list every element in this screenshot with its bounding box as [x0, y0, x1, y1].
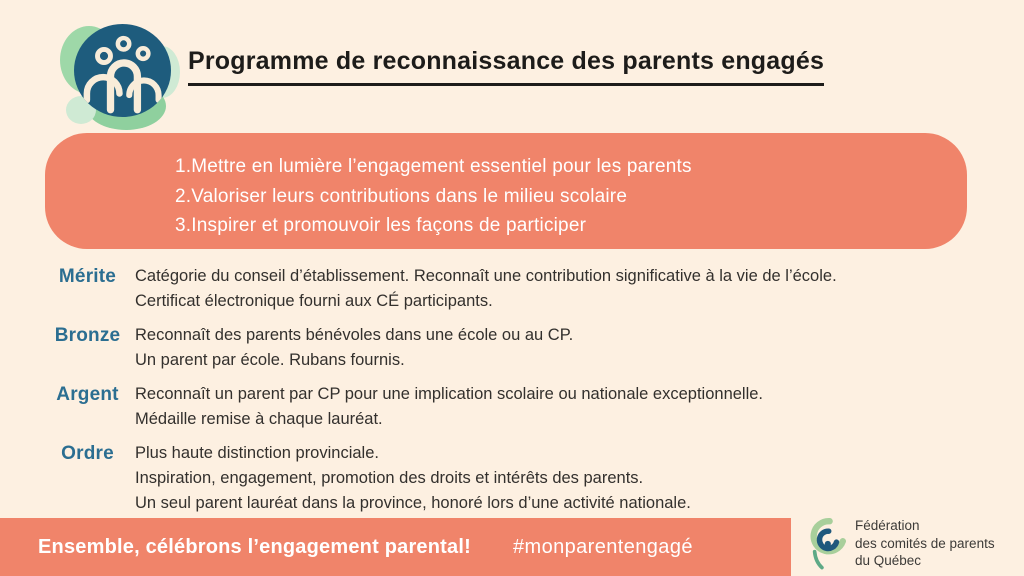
category-description-line: Catégorie du conseil d’établissement. Reconnaît une contribution significative à la vie de l’école.	[135, 267, 837, 285]
category-row-argent	[40, 382, 1000, 432]
page-title: Programme de reconnaissance des parents engagés	[188, 47, 824, 86]
brand-logo	[58, 4, 180, 132]
header	[188, 47, 824, 86]
fcpq-name-line: des comités de parents	[855, 535, 995, 551]
category-label: Argent	[56, 384, 119, 405]
category-row-merite	[40, 264, 1000, 314]
category-description-line: Reconnaît des parents bénévoles dans une école ou au CP.	[135, 326, 574, 344]
category-description-line: Plus haute distinction provinciale.	[135, 444, 379, 462]
objective-item: Mettre en lumière l’engagement essentiel pour les parents	[191, 156, 692, 177]
category-description-line: Inspiration, engagement, promotion des droits et intérêts des parents.	[135, 469, 644, 487]
categories-section	[40, 264, 1000, 525]
category-description-line: Un seul parent lauréat dans la province, honoré lors d’une activité nationale.	[135, 494, 691, 512]
category-label: Bronze	[54, 325, 121, 346]
objectives-box	[45, 133, 967, 249]
category-description	[135, 441, 691, 516]
family-people-icon	[74, 24, 171, 117]
category-description	[135, 264, 837, 314]
category-description-line: Certificat électronique fourni aux CÉ participants.	[135, 292, 493, 310]
category-description-line: Reconnaît un parent par CP pour une implication scolaire ou nationale exceptionnelle.	[135, 385, 764, 403]
category-description-line: Un parent par école. Rubans fournis.	[135, 351, 405, 369]
footer-hashtag: #monparentengagé	[512, 535, 693, 558]
objective-item: Inspirer et promouvoir les façons de participer	[191, 215, 587, 236]
fcpq-logo	[806, 517, 995, 570]
category-label: Mérite	[58, 266, 117, 287]
category-description-line: Médaille remise à chaque lauréat.	[135, 410, 383, 428]
category-description	[135, 382, 763, 432]
fcpq-spiral-icon	[806, 517, 846, 570]
category-description	[135, 323, 573, 373]
category-row-bronze	[40, 323, 1000, 373]
category-label: Ordre	[61, 443, 114, 464]
footer-banner	[0, 518, 791, 576]
fcpq-name-line: du Québec	[855, 553, 922, 569]
footer-slogan: Ensemble, célébrons l’engagement parental!	[38, 535, 471, 558]
objective-item: Valoriser leurs contributions dans le milieu scolaire	[191, 185, 628, 207]
objectives-list	[45, 133, 967, 241]
category-row-ordre	[40, 441, 1000, 516]
fcpq-name-line: Fédération	[855, 518, 920, 534]
fcpq-name	[855, 517, 995, 570]
